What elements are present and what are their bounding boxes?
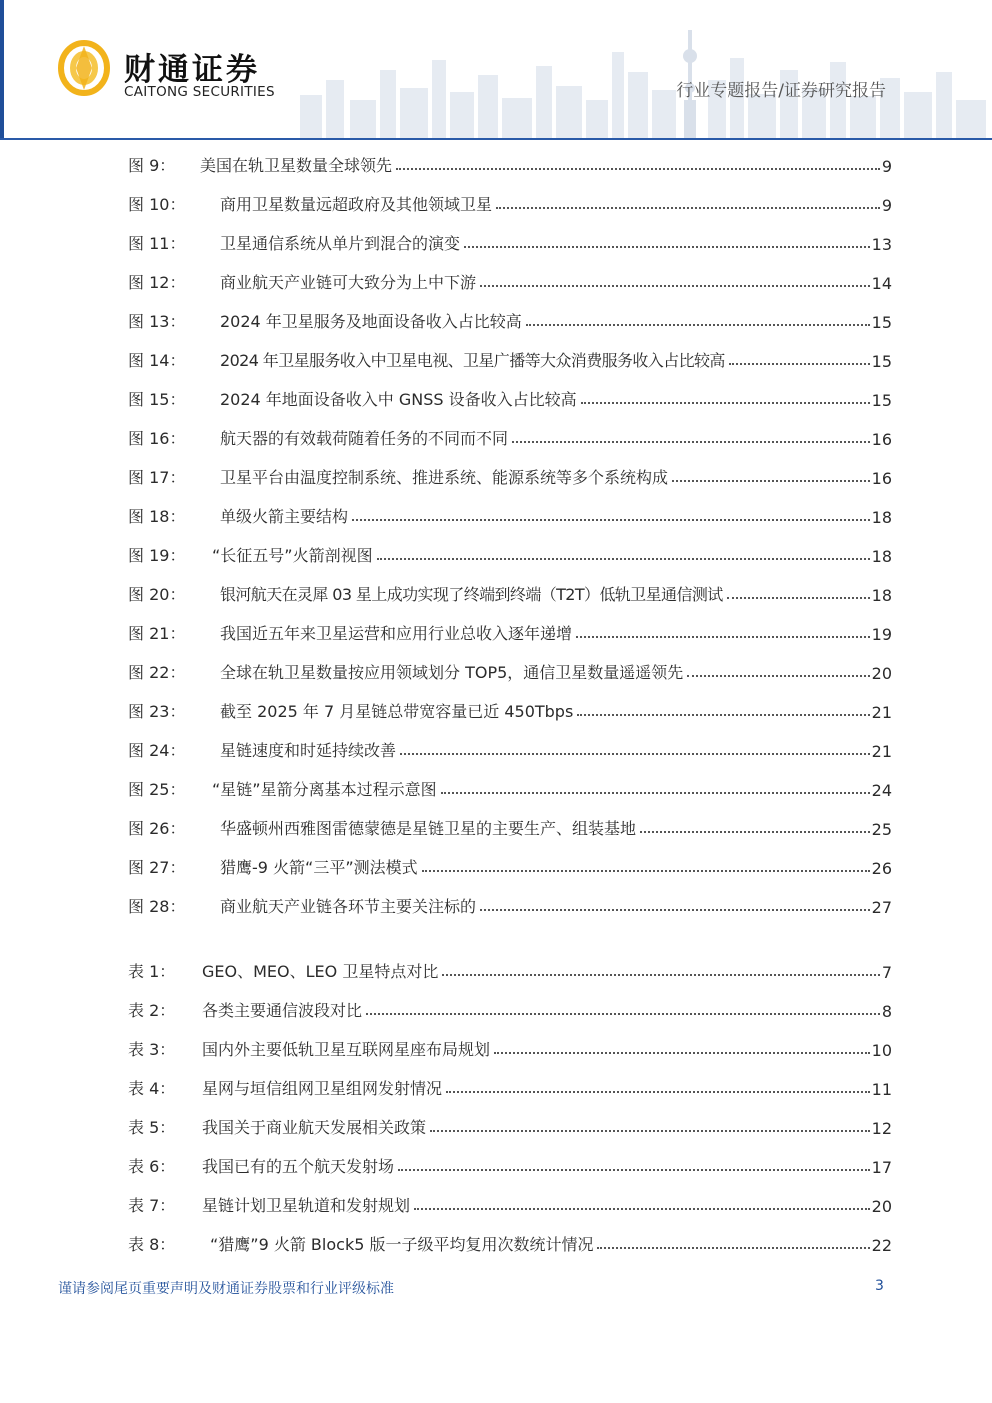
- toc-dot-leader: [577, 714, 869, 716]
- toc-entry-title: GEO、MEO、LEO 卫星特点对比: [202, 962, 439, 981]
- toc-entry-page: 20: [871, 664, 892, 683]
- toc-dot-leader: [377, 558, 870, 560]
- toc-entry-page: 12: [871, 1119, 892, 1138]
- toc-entry-title: 我国关于商业航天发展相关政策: [202, 1118, 427, 1137]
- toc-entry-page: 18: [871, 508, 892, 527]
- toc-entry-figure[interactable]: [128, 618, 892, 644]
- toc-entry-page: 17: [871, 1158, 892, 1177]
- toc-entry-page: 19: [871, 625, 892, 644]
- toc-dot-leader: [496, 207, 880, 209]
- toc-entry-table[interactable]: [128, 1034, 892, 1060]
- report-type-title: 行业专题报告/证券研究报告: [676, 81, 886, 101]
- toc-entry-figure[interactable]: [128, 813, 892, 839]
- logo-english-name: CAITONG SECURITIES: [124, 84, 275, 100]
- toc-entry-label: 表 4：: [128, 1079, 176, 1098]
- toc-entry-title: 我国已有的五个航天发射场: [202, 1157, 395, 1176]
- toc-entry-figure[interactable]: [128, 423, 892, 449]
- toc-entry-label: 表 6：: [128, 1157, 176, 1176]
- toc-dot-leader: [441, 792, 870, 794]
- toc-entry-figure[interactable]: [128, 306, 892, 332]
- toc-entry-title: 商业航天产业链可大致分为上中下游: [220, 273, 477, 292]
- toc-entry-page: 20: [871, 1197, 892, 1216]
- header-divider: [0, 138, 992, 140]
- toc-entry-label: 表 5：: [128, 1118, 176, 1137]
- toc-entry-title: 航天器的有效载荷随着任务的不同而不同: [220, 429, 509, 448]
- toc-entry-figure[interactable]: [128, 891, 892, 917]
- toc-entry-label: 图 12：: [128, 273, 186, 292]
- toc-entry-title: 星链计划卫星轨道和发射规划: [202, 1196, 411, 1215]
- toc-dot-leader: [464, 246, 870, 248]
- toc-entry-label: 图 16：: [128, 429, 186, 448]
- toc-entry-label: 图 11：: [128, 234, 186, 253]
- toc-entry-page: 25: [871, 820, 892, 839]
- toc-entry-table[interactable]: [128, 1112, 892, 1138]
- toc-entry-title: 截至 2025 年 7 月星链总带宽容量已近 450Tbps: [220, 702, 574, 721]
- toc-entry-label: 图 20：: [128, 585, 186, 604]
- toc-entry-page: 15: [871, 313, 892, 332]
- toc-entry-title: 卫星平台由温度控制系统、推进系统、能源系统等多个系统构成: [220, 468, 669, 487]
- toc-entry-label: 图 23：: [128, 702, 186, 721]
- toc-dot-leader: [672, 480, 870, 482]
- toc-entry-figure[interactable]: [128, 462, 892, 488]
- toc-dot-leader: [396, 168, 880, 170]
- toc-dot-leader: [352, 519, 870, 521]
- footer-disclaimer[interactable]: 谨请参阅尾页重要声明及财通证券股票和行业评级标准: [58, 1281, 394, 1297]
- toc-entry-title: 2024 年卫星服务收入中卫星电视、卫星广播等大众消费服务收入占比较高: [220, 351, 725, 370]
- toc-entry-figure[interactable]: [128, 540, 892, 566]
- toc-entry-title: 星网与垣信组网卫星组网发射情况: [202, 1079, 443, 1098]
- toc-dot-leader: [398, 1169, 870, 1171]
- toc-entry-figure[interactable]: [128, 345, 892, 371]
- toc-entry-title: 商用卫星数量远超政府及其他领域卫星: [220, 195, 493, 214]
- toc-entry-title: “长征五号”火箭剖视图: [212, 546, 373, 565]
- toc-entry-label: 图 25：: [128, 780, 186, 799]
- toc-dot-leader: [414, 1208, 870, 1210]
- toc-entry-page: 22: [871, 1236, 892, 1255]
- toc-entry-title: 2024 年卫星服务及地面设备收入占比较高: [220, 312, 522, 331]
- toc-entry-page: 7: [881, 963, 892, 982]
- toc-entry-label: 图 13：: [128, 312, 186, 331]
- toc-entry-page: 16: [871, 430, 892, 449]
- toc-entry-figure[interactable]: [128, 228, 892, 254]
- toc-entry-page: 10: [871, 1041, 892, 1060]
- toc-entry-label: 图 27：: [128, 858, 186, 877]
- toc-entry-page: 15: [871, 352, 892, 371]
- toc-entry-title: 银河航天在灵犀 03 星上成功实现了终端到终端（T2T）低轨卫星通信测试: [220, 585, 723, 604]
- toc-entry-title: 卫星通信系统从单片到混合的演变: [220, 234, 461, 253]
- toc-entry-table[interactable]: [128, 1229, 892, 1255]
- toc-dot-leader: [729, 363, 870, 365]
- caitong-logo-icon: [56, 38, 112, 98]
- logo-chinese-name: 财通证券: [124, 52, 260, 88]
- toc-entry-label: 表 1：: [128, 962, 176, 981]
- toc-dot-leader: [494, 1052, 870, 1054]
- toc-dot-leader: [480, 285, 870, 287]
- toc-entry-table[interactable]: [128, 1073, 892, 1099]
- toc-dot-leader: [640, 831, 870, 833]
- toc-entry-figure[interactable]: [128, 189, 892, 215]
- toc-entry-figure[interactable]: [128, 657, 892, 683]
- toc-entry-title: 星链速度和时延持续改善: [220, 741, 397, 760]
- toc-dot-leader: [446, 1091, 870, 1093]
- toc-entry-figure[interactable]: [128, 852, 892, 878]
- toc-entry-table[interactable]: [128, 1151, 892, 1177]
- toc-entry-figure[interactable]: [128, 735, 892, 761]
- toc-entry-title: “星链”星箭分离基本过程示意图: [212, 780, 437, 799]
- toc-entry-page: 24: [871, 781, 892, 800]
- toc-entry-page: 9: [881, 196, 892, 215]
- toc-entry-title: 单级火箭主要结构: [220, 507, 349, 526]
- toc-entry-label: 图 17：: [128, 468, 186, 487]
- toc-entry-label: 图 19：: [128, 546, 186, 565]
- toc-entry-label: 图 21：: [128, 624, 186, 643]
- toc-entry-title: 商业航天产业链各环节主要关注标的: [220, 897, 477, 916]
- toc-entry-figure[interactable]: [128, 384, 892, 410]
- toc-dot-leader: [400, 753, 870, 755]
- toc-entry-title: 我国近五年来卫星运营和应用行业总收入逐年递增: [220, 624, 573, 643]
- toc-entry-page: 14: [871, 274, 892, 293]
- toc-entry-page: 16: [871, 469, 892, 488]
- toc-entry-figure[interactable]: [128, 774, 892, 800]
- toc-entry-page: 21: [871, 742, 892, 761]
- toc-entry-label: 表 7：: [128, 1196, 176, 1215]
- toc-entry-page: 26: [871, 859, 892, 878]
- toc-entry-label: 表 8：: [128, 1235, 176, 1254]
- toc-entry-label: 图 28：: [128, 897, 186, 916]
- toc-entry-label: 图 26：: [128, 819, 186, 838]
- toc-entry-title: 各类主要通信波段对比: [202, 1001, 363, 1020]
- toc-entry-figure[interactable]: [128, 501, 892, 527]
- toc-entry-label: 图 24：: [128, 741, 186, 760]
- toc-dot-leader: [687, 675, 869, 677]
- toc-dot-leader: [366, 1013, 880, 1015]
- toc-entry-title: 美国在轨卫星数量全球领先: [200, 156, 393, 175]
- toc-dot-leader: [526, 324, 870, 326]
- footer-page-number: 3: [875, 1278, 884, 1294]
- toc-entry-label: 表 2：: [128, 1001, 176, 1020]
- toc-entry-title: 国内外主要低轨卫星互联网星座布局规划: [202, 1040, 491, 1059]
- page-header: [0, 0, 992, 140]
- toc-dot-leader: [480, 909, 870, 911]
- toc-dot-leader: [597, 1247, 869, 1249]
- toc-entry-table[interactable]: [128, 956, 892, 982]
- toc-entry-page: 18: [871, 586, 892, 605]
- toc-entry-table[interactable]: [128, 1190, 892, 1216]
- toc-dot-leader: [442, 974, 879, 976]
- toc-entry-title: 2024 年地面设备收入中 GNSS 设备收入占比较高: [220, 390, 577, 409]
- toc-entry-page: 9: [881, 157, 892, 176]
- toc-entry-figure[interactable]: [128, 150, 892, 176]
- toc-entry-label: 图 22：: [128, 663, 186, 682]
- toc-entry-title: 华盛顿州西雅图雷德蒙德是星链卫星的主要生产、组装基地: [220, 819, 637, 838]
- toc-entry-label: 图 9：: [128, 156, 176, 175]
- toc-entry-label: 图 15：: [128, 390, 186, 409]
- toc-entry-figure[interactable]: [128, 579, 892, 605]
- toc-entry-figure[interactable]: [128, 696, 892, 722]
- toc-entry-page: 13: [871, 235, 892, 254]
- toc-entry-title: 猎鹰-9 火箭“三平”测法模式: [220, 858, 418, 877]
- toc-entry-page: 15: [871, 391, 892, 410]
- toc-entry-page: 18: [871, 547, 892, 566]
- toc-entry-label: 图 10：: [128, 195, 186, 214]
- toc-entry-figure[interactable]: [128, 267, 892, 293]
- toc-dot-leader: [422, 870, 870, 872]
- toc-dot-leader: [576, 636, 870, 638]
- toc-entry-title: 全球在轨卫星数量按应用领域划分 TOP5，通信卫星数量遥遥领先: [220, 663, 684, 682]
- toc-entry-label: 图 18：: [128, 507, 186, 526]
- toc-entry-table[interactable]: [128, 995, 892, 1021]
- toc-entry-page: 27: [871, 898, 892, 917]
- toc-entry-page: 21: [871, 703, 892, 722]
- toc-dot-leader: [430, 1130, 870, 1132]
- toc-entry-page: 11: [871, 1080, 892, 1099]
- toc-entry-title: “猎鹰”9 火箭 Block5 版一子级平均复用次数统计情况: [210, 1235, 594, 1254]
- toc-entry-page: 8: [881, 1002, 892, 1021]
- toc-dot-leader: [581, 402, 870, 404]
- toc-entry-label: 图 14：: [128, 351, 186, 370]
- toc-dot-leader: [727, 597, 870, 599]
- toc-entry-label: 表 3：: [128, 1040, 176, 1059]
- toc-dot-leader: [512, 441, 870, 443]
